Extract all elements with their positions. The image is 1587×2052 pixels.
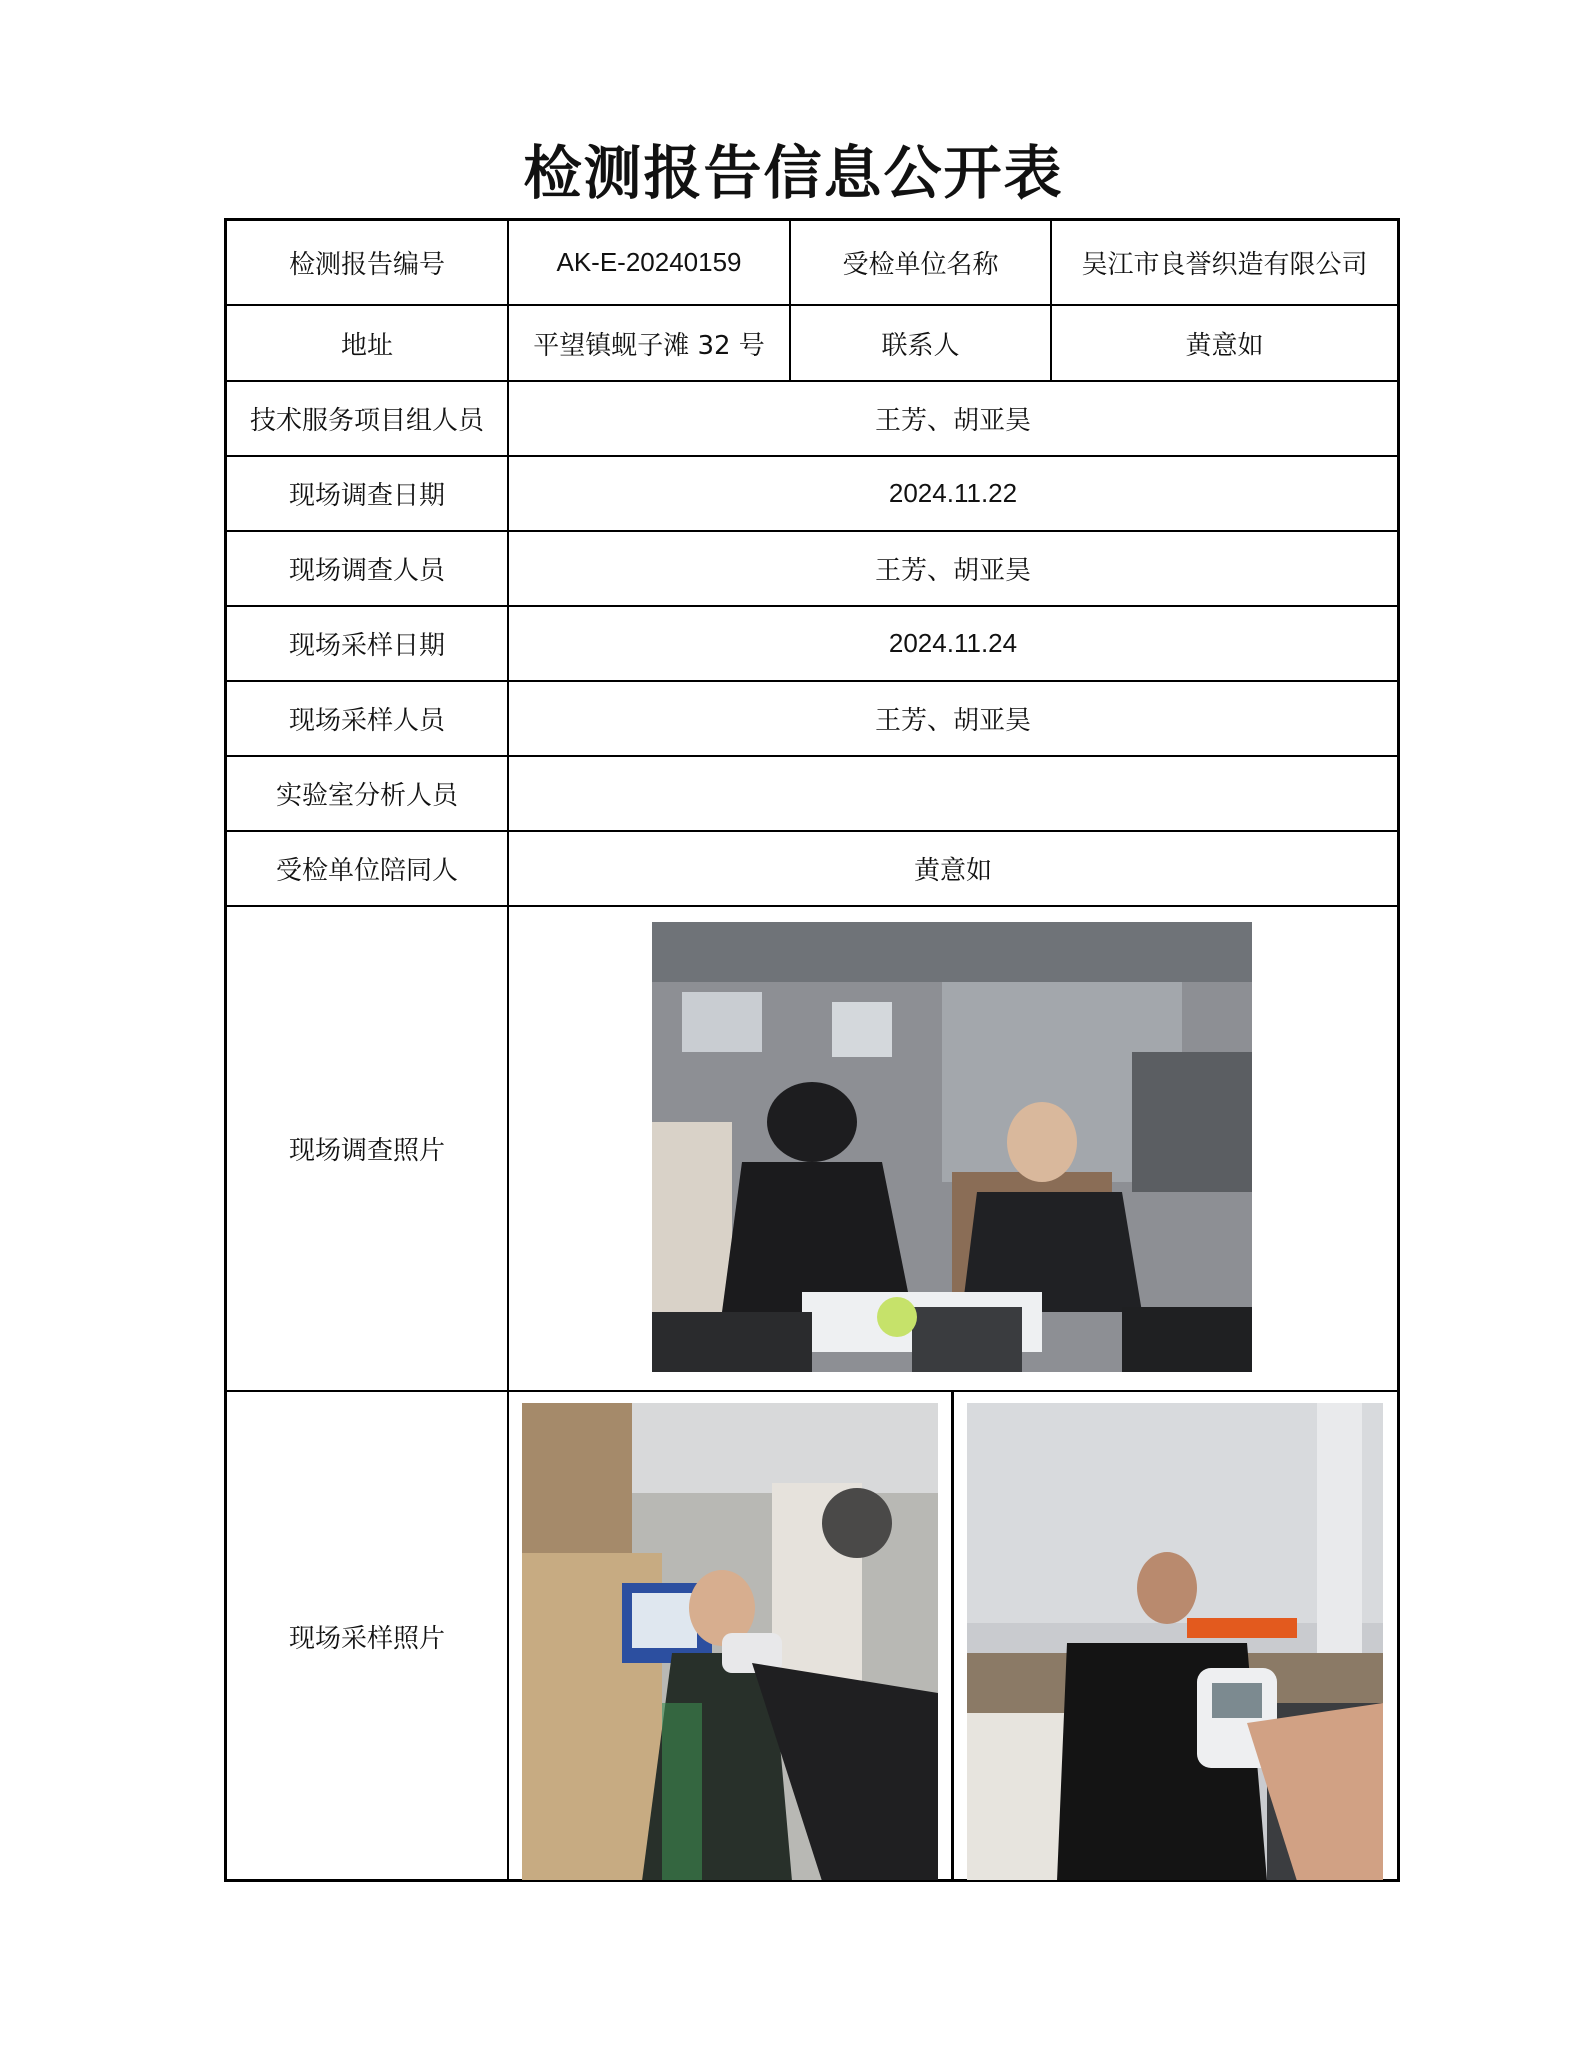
sampling-staff-value: 王芳、胡亚昊 — [508, 681, 1397, 756]
survey-staff-value: 王芳、胡亚昊 — [508, 531, 1397, 606]
page-title: 检测报告信息公开表 — [523, 139, 1064, 207]
address-value: 平望镇蚬子滩 32 号 — [508, 305, 790, 381]
escort-value: 黄意如 — [508, 831, 1397, 906]
table-row — [227, 681, 1397, 756]
table-row — [227, 305, 1397, 381]
contact-value: 黄意如 — [1051, 305, 1397, 381]
survey-photo-cell — [508, 906, 1397, 1391]
sampling-photo-cell — [508, 1391, 1397, 1880]
table-row — [227, 221, 1397, 305]
survey-staff-label: 现场调查人员 — [227, 531, 508, 606]
contact-label: 联系人 — [790, 305, 1051, 381]
photo-divider — [951, 1392, 954, 1880]
team-label: 技术服务项目组人员 — [227, 381, 508, 456]
report-number-label: 检测报告编号 — [227, 221, 508, 305]
team-value: 王芳、胡亚昊 — [508, 381, 1397, 456]
inspected-unit-value: 吴江市良誉织造有限公司 — [1051, 221, 1397, 305]
lab-staff-label: 实验室分析人员 — [227, 756, 508, 831]
sampling-photo-label: 现场采样照片 — [227, 1391, 508, 1880]
lab-staff-value — [508, 756, 1397, 831]
sampling-staff-label: 现场采样人员 — [227, 681, 508, 756]
table-row — [227, 531, 1397, 606]
address-label: 地址 — [227, 305, 508, 381]
sampling-date-value: 2024.11.24 — [508, 606, 1397, 681]
survey-photo — [652, 922, 1252, 1372]
survey-date-label: 现场调查日期 — [227, 456, 508, 531]
survey-photo-label: 现场调查照片 — [227, 906, 508, 1391]
table-row — [227, 1391, 1397, 1880]
sampling-photo-right-icon — [967, 1403, 1383, 1880]
inspected-unit-label: 受检单位名称 — [790, 221, 1051, 305]
escort-label: 受检单位陪同人 — [227, 831, 508, 906]
table-row — [227, 906, 1397, 1391]
sampling-photo-left — [522, 1403, 938, 1880]
survey-photo-icon — [652, 922, 1252, 1372]
table-row — [227, 381, 1397, 456]
sampling-photo-right — [967, 1403, 1383, 1880]
report-table — [224, 218, 1400, 1882]
sampling-photo-left-icon — [522, 1403, 938, 1880]
table-row — [227, 756, 1397, 831]
report-number-value: AK-E-20240159 — [508, 221, 790, 305]
table-row — [227, 606, 1397, 681]
sampling-date-label: 现场采样日期 — [227, 606, 508, 681]
survey-date-value: 2024.11.22 — [508, 456, 1397, 531]
table-row — [227, 456, 1397, 531]
table-row — [227, 831, 1397, 906]
